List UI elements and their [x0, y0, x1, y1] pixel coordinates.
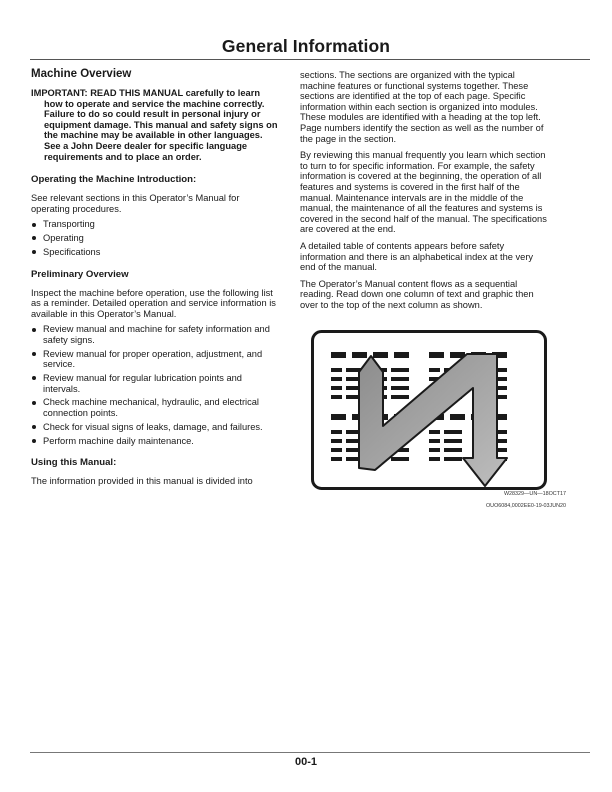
- list-item: Review manual for proper operation, adjustment, and service.: [31, 349, 278, 370]
- text-block: [331, 368, 342, 372]
- figure-reference: OUO6084,0002EE0-19-03JUN20: [485, 503, 566, 509]
- text-block: [429, 439, 440, 443]
- text-block: [444, 457, 462, 461]
- reading-flow-illustration: [311, 330, 547, 490]
- text-block: [331, 448, 342, 452]
- list-item: Review manual for regular lubrication points and intervals.: [31, 373, 278, 394]
- left-column: [31, 68, 278, 492]
- text-block: [429, 368, 440, 372]
- figure-id: W28329—UN—18OCT17: [503, 491, 566, 497]
- text-block: [444, 448, 462, 452]
- operating-text: See relevant sections in this Operator’s Manual for operating procedures.: [31, 193, 240, 214]
- header-block: [331, 352, 346, 358]
- using-heading: Using this Manual:: [31, 457, 117, 469]
- paragraph: By reviewing this manual frequently you learn which section to turn to for specific information. For example, the safety information is covered at the beginning, the operation of all features and systems is covered in the first half of the manual. Maintenance intervals are in the middle of the manual, the maintenance of all the features and systems is covered in the second half of the manual. The specifications are covered at the end.: [300, 150, 547, 235]
- list-item: Specifications: [31, 247, 278, 258]
- header-rule: [30, 59, 590, 60]
- text-block: [444, 439, 462, 443]
- header-block: [450, 414, 465, 420]
- header-block: [331, 414, 346, 420]
- operating-heading: Operating the Machine Introduction:: [31, 174, 197, 186]
- list-item: Perform machine daily maintenance.: [31, 436, 278, 447]
- page-number: 00-1: [294, 756, 318, 768]
- text-block: [444, 430, 462, 434]
- paragraph: A detailed table of contents appears before safety information and there is an alphabetical index at the very end of the manual.: [300, 240, 534, 273]
- header-block: [429, 352, 444, 358]
- list-item: Check for visual signs of leaks, damage, and failures.: [31, 422, 278, 433]
- text-block: [429, 448, 440, 452]
- text-block: [331, 395, 342, 399]
- header-block: [394, 352, 409, 358]
- paragraph: sections. The sections are organized with the typical machine features or functional systems together. These sections are identified at the top of each page. Specific information within each section is organized into modules. These modules are identified with a heading at the top left. Page numbers identify the section as well as the number of the page in the section.: [300, 70, 544, 144]
- text-block: [429, 457, 440, 461]
- header-block: [373, 352, 388, 358]
- preliminary-heading: Preliminary Overview: [31, 268, 129, 280]
- text-block: [429, 430, 440, 434]
- text-block: [391, 368, 409, 372]
- list-item: Review manual and machine for safety information and safety signs.: [31, 324, 278, 345]
- page-title: General Information: [221, 36, 391, 56]
- text-block: [331, 457, 342, 461]
- preliminary-list: [31, 324, 278, 446]
- list-item: Operating: [31, 233, 278, 244]
- text-block: [391, 457, 409, 461]
- paragraph: The Operator’s Manual content flows as a sequential reading. Read down one column of text and graphic then over to the top of the next column as shown.: [300, 278, 534, 310]
- preliminary-text: Inspect the machine before operation, use the following list as a reminder. Detailed operation and service information is available in this Operator’s Manual.: [31, 287, 276, 319]
- list-item: Transporting: [31, 219, 278, 230]
- right-column: [300, 70, 547, 316]
- text-block: [391, 377, 409, 381]
- using-text: The information provided in this manual is divided into: [31, 476, 253, 487]
- text-block: [391, 386, 409, 390]
- text-block: [331, 439, 342, 443]
- header-block: [352, 352, 367, 358]
- text-block: [331, 430, 342, 434]
- list-item: Check machine mechanical, hydraulic, and electrical connection points.: [31, 397, 278, 418]
- text-block: [331, 386, 342, 390]
- section-title: Machine Overview: [31, 68, 132, 80]
- text-block: [391, 395, 409, 399]
- operating-list: [31, 219, 278, 257]
- footer-rule: [30, 752, 590, 753]
- text-block: [331, 377, 342, 381]
- important-notice: IMPORTANT: READ THIS MANUAL carefully to learn how to operate and service the machine correctly. Failure to do so could result in personal injury or equipment damage. This manual and safety signs on the machine may be available in other languages. See a John Deere dealer for specific language requirements and to place an order.: [31, 88, 278, 162]
